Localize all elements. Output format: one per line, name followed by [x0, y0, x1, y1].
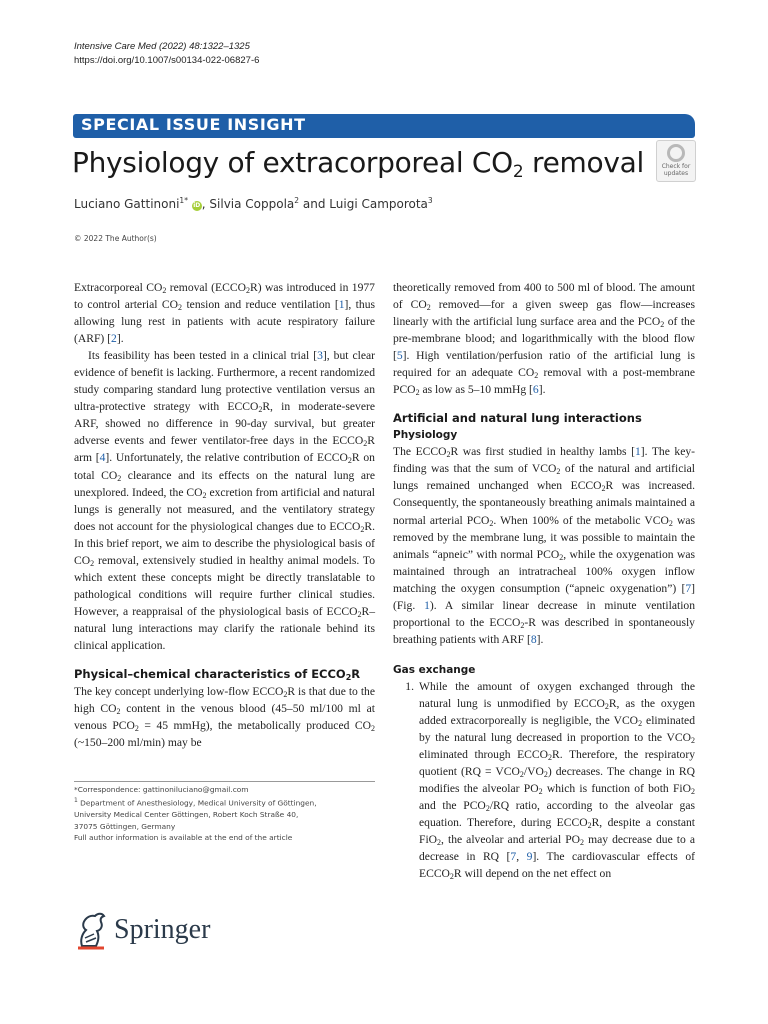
body-paragraph: Its feasibility has been tested in a clinical trial [3], but clear evidence of benefit is lacking. Furthermore, a recent randomized study comparing standard lung protective ventilation versus an ultra-protective strategy with $ECCO_2R$, in moderate-severe ARF, showed no difference in 90-day survival, but greater adverse events and fewer ventilator-free days in the $ECCO_2R$ arm [4]. Unfortunately, the relative contribution of $ECCO_2R$ on total $CO_2$ clearance and its effects on the natural lung are unexplored. Indeed, the $CO_2$ excretion from artificial and natural lungs is generally not measured, and the ventilatory strategy does not account for the physiological changes due to $ECCO_2R$. In this brief report, we aim to describe the physiological basis of $CO_2$ removal, extensively studied in healthy animal models. To which extent these concepts might be directly translatable to pathological conditions will require further clinical studies. However, a reappraisal of the physiological basis of $ECCO_2R$–natural lung interactions may clarify the rationale behind its clinical application.	[74, 349, 375, 652]
copyright-notice: © 2022 The Author(s)	[74, 234, 157, 243]
body-paragraph: The $ECCO_2R$ was first studied in healthy lambs [1]. The key-finding was that the sum of $VCO_2$ of the natural and artificial lungs remained unchanged when $ECCO_2R$ was increased. Consequently, the spontaneously breathing animals maintained a normal arterial $PCO_2$. When 100% of the metabolic $VCO_2$ was removed by the membrane lung, it was possible to maintain the animals “apneic” with normal $PCO_2$, while the oxygenation was maintained through an intratracheal 100% oxygen inflow matching the oxygen consumption (“apneic oxygenation”) [7] (Fig. 1). A similar linear decrease in minute ventilation proportional to the $ECCO_2-R$ was described in spontaneously breathing patients with ARF [8].	[393, 445, 696, 646]
doi-link[interactable]: https://doi.org/10.1007/s00134-022-06827-6	[74, 55, 260, 66]
subsection-heading: Physiology	[393, 429, 458, 442]
publisher-logo	[74, 906, 224, 956]
left-column	[74, 279, 375, 751]
affiliation: $^1$ Department of Anesthesiology, Medical University of Göttingen,	[74, 797, 317, 808]
author-name: , Silvia Coppola	[201, 197, 295, 211]
body-paragraph: theoretically removed from 400 to 500 ml of blood. The amount of $CO_2$ removed—for a given sweep gas flow—increases linearly with the artificial lung surface area and the $PCO_2$ of the pre-membrane blood; and logarithmically with the blood flow [5]. High ventilation/perfusion ratio of the artificial lung is required for an adequate $CO_2$ removal with a post-membrane $PCO_2$ as low as 5–10 mmHg [6].	[393, 281, 695, 398]
author-name[interactable]: Luciano Gattinoni	[74, 197, 180, 211]
section-banner	[73, 114, 695, 138]
article-header	[74, 40, 259, 68]
section-heading: Artificial and natural lung interactions	[393, 411, 642, 426]
author-info-note: Full author information is available at the end of the article	[74, 833, 293, 843]
body-paragraph: Extracorporeal $CO_2$ removal $(ECCO_2R)$ was introduced in 1977 to control arterial $CO_2$ tension and reduce ventilation [1], thus allowing lung rest in patients with acute respiratory failure (ARF) [2].	[74, 281, 376, 346]
banner-label: SPECIAL ISSUE INSIGHT	[81, 115, 306, 134]
publisher-name: Springer	[114, 914, 211, 945]
footnote-divider	[74, 781, 375, 782]
right-column	[393, 279, 695, 882]
journal-citation: Intensive Care Med (2022) 48:1322–1325	[74, 41, 250, 52]
footnotes: *Correspondence: gattinoniluciano@gmail.com $^1$ Department of Anesthesiology, Medical University of Göttingen, University Medical Center Göttingen, Robert Koch Straße 40, 37075 Göttingen, Germany Full author information is available at the end of the article	[74, 784, 375, 844]
orcid-icon[interactable]: iD	[193, 202, 201, 209]
correspondence-email[interactable]: *Correspondence: gattinoniluciano@gmail.com	[74, 785, 249, 794]
subsection-heading: Gas exchange	[393, 663, 476, 676]
body-paragraph: The key concept underlying low-flow $ECCO_2R$ is that due to the high $CO_2$ content in the venous blood (45–50 ml/100 ml at venous $PCO_2 = 45$ mmHg), the metabolically produced $CO_2$ (~150–200 ml/min) may be	[74, 685, 375, 750]
springer-horse-icon	[74, 910, 108, 950]
article-title: Physiology of extracorporeal $CO_2$ removal	[72, 146, 644, 182]
check-for-updates-badge[interactable]: Check for updates	[656, 140, 696, 182]
update-icon	[667, 144, 685, 162]
list-item: 1. While the amount of oxygen exchanged through the natural lung is unmodified by $ECCO_2R$, as the oxygen added extracorporeally is negligible, the $VCO_2$ eliminated by the natural lung decreased in proportion to the $VCO_2$ eliminated through $ECCO_2R$. Therefore, the respiratory quotient $(RQ = VCO_2/VO_2)$ decreases. The change in RQ modifies the alveolar $PO_2$ which is function of both FiO$_2$ and the $PCO_2/RQ$ ratio, according to the alveolar gas equation. Therefore, during $ECCO_2R$, despite a constant FiO$_2$, the alveolar and arterial $PO_2$ may decrease due to a decrease in RQ [7, 9]. The cardiovascular effects of $ECCO_2R$ will depend on the net effect on	[405, 679, 696, 882]
section-heading: Physical–chemical characteristics of $ECCO_2R$	[74, 667, 361, 683]
author-name: and Luigi Camporota	[299, 197, 428, 211]
author-list: Luciano Gattinoni$^{1*}$ iD, Silvia Coppola$^2$ and Luigi Camporota$^3$	[74, 196, 433, 211]
